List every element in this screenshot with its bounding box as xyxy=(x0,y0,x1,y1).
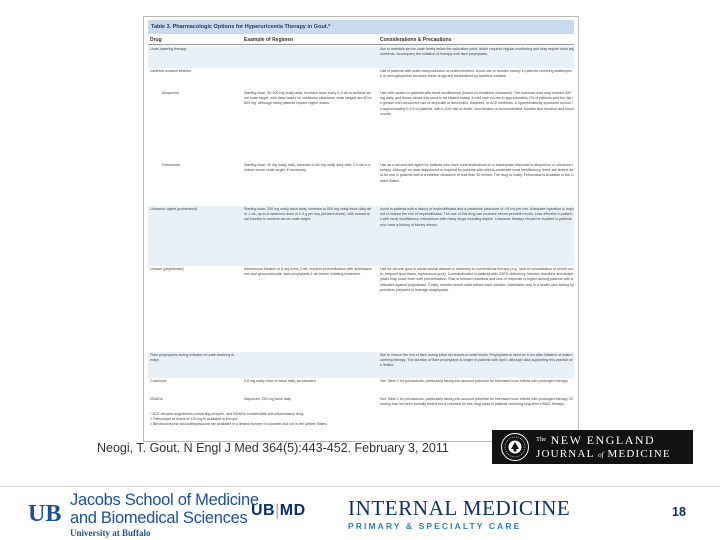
table-row xyxy=(148,68,574,90)
nejm-line1: $^{The}$ NEW ENGLAND xyxy=(536,433,656,447)
citation-text: Neogi, T. Gout. N Engl J Med 364(5):443-452. February 3, 2011 xyxy=(97,441,449,455)
table-row xyxy=(148,46,574,68)
svg-text:UB: UB xyxy=(28,501,62,527)
cell-drug: NSAIDs xyxy=(150,397,163,401)
cell-drug: Uricase (pegloticase) xyxy=(150,267,184,271)
cell-considerations: Use for chronic gout in adults whose disease is refractory to conventional therapy (e.g., lack of normalization of serum urate, frequent gout flares, tophaceous gout). Contraindicated in patients with G6PD deficiency. Infusion reactions and anaphylaxis may occur even with premedication. Risk of infusion reactions and loss of response is higher among patients with antibodies against pegloticase. Costly; monitor serum urate before each infusion. Administer only in a health care setting by providers prepared to manage anaphylaxis. xyxy=(380,267,574,292)
cell-drug: Uricosuric agent (probenecid) xyxy=(150,207,198,211)
jacobs-line1: Jacobs School of Medicine xyxy=(70,491,259,509)
footnote: ‡ Benzbromarone and sulfinpyrazone are available in a limited number of countries but not in the United States. xyxy=(150,422,328,426)
cell-considerations: See Table 1 for precautions, particularly taking into account potential for increased toxic effects with prolonged therapy. Bleeding has not been formally tested but is reported for this drug class in patients receiving long-term NSAID therapy. xyxy=(380,397,573,407)
ub-logo-icon xyxy=(28,497,64,527)
page-number: 18 xyxy=(672,505,686,519)
university-name: University at Buffalo xyxy=(70,528,151,538)
cell-drug: Colchicine xyxy=(150,379,167,383)
im-subtitle: PRIMARY & SPECIALTY CARE xyxy=(348,521,522,531)
table-footnotes xyxy=(150,412,572,427)
jacobs-school-logo xyxy=(70,491,259,538)
cell-drug: Urate-lowering therapy xyxy=(150,47,187,51)
header-regimen: Example of Regimen xyxy=(244,37,294,43)
cell-drug: Febuxostat xyxy=(162,163,180,167)
header-drug: Drug xyxy=(150,37,162,43)
cell-considerations: See Table 1 for precautions, particularly taking into account potential for increased toxic effects with prolonged therapy. xyxy=(380,379,569,383)
cell-drug: Xanthine oxidase inhibitor xyxy=(150,69,192,73)
table-body xyxy=(148,46,574,414)
cell-regimen: Starting dose, 40 mg orally daily. Increase to 80 mg orally daily after 2-4 wk to achieve serum urate target, if necessary. xyxy=(244,163,371,173)
nejm-logo xyxy=(492,430,693,464)
table-title: Table 3. Pharmacologic Options for Hyperuricemia Therapy in Gout.* xyxy=(148,20,574,34)
jacobs-line2: and Biomedical Sciences xyxy=(70,509,248,527)
cell-considerations: Aim to maintain serum urate levels below the saturation point, which requires regular monitoring and may require dose adjustments. Accompany the initiation of therapy with flare prophylaxis. xyxy=(380,47,574,57)
cell-regimen: 0.6 mg orally once or twice daily, as tolerated xyxy=(244,379,316,383)
cell-regimen: Starting dose, 50-100 mg orally daily. Increase dose every 2-4 wk to achieve serum urate target, with dose based on creatinine clearance; dose ranges are 50 to 800 mg, although many patients require higher doses. xyxy=(244,91,372,106)
nejm-line2: JOURNAL of MEDICINE xyxy=(536,448,671,460)
cell-considerations: Aim to reduce the risk of flare during initial decreases in urate levels. Prophylaxis is used for 6 mo after initiation of urate-lowering therapy. The duration of flare prophylaxis is longer in patients with tophi, although data supporting this practice are limited. xyxy=(380,353,573,368)
table-row xyxy=(148,352,574,378)
cell-regimen: Intravenous infusion of 8 mg every 2 wk; requires premedication with antihistamines and glucocorticoids; start prophylaxis 1 wk before initiating treatment. xyxy=(244,267,372,277)
ubmd-logo: UB|MD xyxy=(251,502,306,519)
cell-drug: Flare prophylaxis during initiation of urate-lowering therapy xyxy=(150,353,235,363)
cell-considerations: Use with caution in patients with renal insufficiency (based on creatinine clearance). The maximal dose may exceed 300 mg daily, and doses above this need to be titrated slowly. A mild rash occurs in approximately 2% of patients and the risk is greater with concurrent use of ampicillin or amoxicillin, thiazides, or ACE inhibitors. A hypersensitivity syndrome occurs in approximately 0.1% of patients, with a 20% risk of death; slow titration is recommended. Monitor liver function and blood counts. xyxy=(380,91,574,116)
footnote: * ACE denotes angiotensin-converting enzyme, and NSAIDs nonsteroidal anti-inflammatory drug. xyxy=(150,412,305,416)
cell-considerations: Avoid in patients with a history of nephrolithiasis and a creatinine clearance of <50 ml per min. Adequate hydration is required to reduce the risk of nephrolithiasis. The use of this drug can increase serum penicillin levels. Less effective in patients with renal insufficiency; interactions with many drugs including aspirin. Uricosuric therapy should be avoided in patients who have a history of kidney stones. xyxy=(380,207,574,227)
cell-drug: Allopurinol xyxy=(162,91,179,95)
table-row xyxy=(148,206,574,266)
table-row xyxy=(148,378,574,396)
table-header-row xyxy=(148,36,574,45)
table-row xyxy=(148,90,574,162)
header-considerations: Considerations & Precautions xyxy=(380,37,452,43)
footer-divider xyxy=(0,486,720,487)
table-figure xyxy=(143,16,579,442)
internal-medicine-logo xyxy=(348,496,571,531)
table-row xyxy=(148,266,574,352)
cell-considerations: Use as a second-line agent for patients who have contraindications to or inadequate response to allopurinol or uricosuric therapy. Although no dose adjustment is required for patients with mild-to-moderate renal insufficiency, there are limited data for use in patients with a creatinine clearance of less than 30 ml/min. The drug is costly. Febuxostat is available in the United States. xyxy=(380,163,574,183)
im-title: INTERNAL MEDICINE xyxy=(348,496,571,520)
cell-regimen: Naproxen, 250 mg twice daily xyxy=(244,397,292,401)
nejm-seal-icon xyxy=(500,432,530,462)
cell-considerations: Use in patients with urate overproduction or underexcretion. Avoid use or monitor closely in patients receiving azathioprine or mercaptopurine because these drugs are metabolized by xanthine oxidase. xyxy=(380,69,573,79)
footnote: † Febuxostat at doses of 120 mg is available in Europe. xyxy=(150,417,239,421)
cell-regimen: Starting dose, 250 mg orally twice daily; increase to 500 mg orally twice daily after 1 wk, up to a maximum dose of 2-3 g per day (divided doses), with normal renal function to achieve serum urate target. xyxy=(244,207,372,222)
table-row xyxy=(148,162,574,206)
